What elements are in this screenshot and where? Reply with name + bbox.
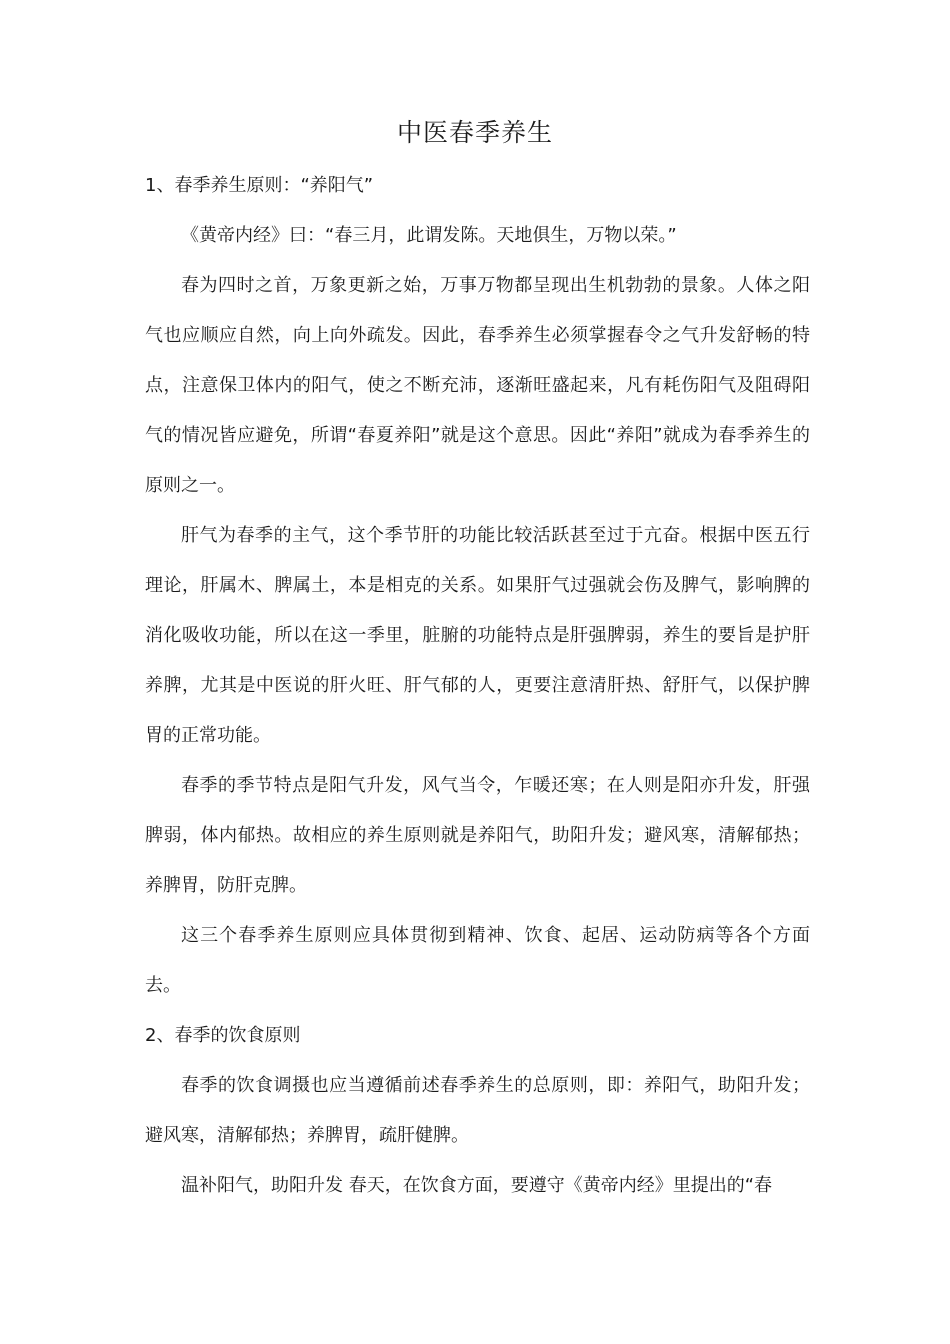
document-title: 中医春季养生 <box>396 118 553 147</box>
section-2-paragraph-2: 温补阳气，助阳升发 春天，在饮食方面，要遵守《黄帝内经》里提出的“春 <box>181 1175 773 1196</box>
section-1-paragraph-1: 《黄帝内经》曰：“春三月，此谓发陈。天地俱生，万物以荣。” <box>181 225 677 246</box>
section-2-heading: 2、春季的饮食原则 <box>145 1025 301 1046</box>
section-1-heading: 1、春季养生原则：“养阳气” <box>145 175 374 196</box>
document-body <box>145 161 810 1211</box>
section-1-paragraph-2: 春为四时之首，万象更新之始，万事万物都呈现出生机勃勃的景象。人体之阳气也应顺应自然，向上向外疏发。因此，春季养生必须掌握春令之气升发舒畅的特点，注意保卫体内的阳气，使之不断充沛，逐渐旺盛起来，凡有耗伤阳气及阻碍阳气的情况皆应避免，所谓“春夏养阳”就是这个意思。因此“养阳”就成为春季养生的原则之一。 <box>145 275 810 496</box>
section-1-paragraph-4: 春季的季节特点是阳气升发，风气当令，乍暖还寒；在人则是阳亦升发，肝强脾弱，体内郁热。故相应的养生原则就是养阳气，助阳升发；避风寒，清解郁热；养脾胃，防肝克脾。 <box>145 775 810 896</box>
section-2-paragraph-1: 春季的饮食调摄也应当遵循前述春季养生的总原则，即：养阳气，助阳升发；避风寒，清解郁热；养脾胃，疏肝健脾。 <box>145 1075 810 1146</box>
section-1-paragraph-5: 这三个春季养生原则应具体贯彻到精神、饮食、起居、运动防病等各个方面去。 <box>145 925 810 996</box>
section-1-paragraph-3: 肝气为春季的主气，这个季节肝的功能比较活跃甚至过于亢奋。根据中医五行理论，肝属木、脾属土，本是相克的关系。如果肝气过强就会伤及脾气，影响脾的消化吸收功能，所以在这一季里，脏腑的功能特点是肝强脾弱，养生的要旨是护肝养脾，尤其是中医说的肝火旺、肝气郁的人，更要注意清肝热、舒肝气，以保护脾胃的正常功能。 <box>145 525 810 746</box>
